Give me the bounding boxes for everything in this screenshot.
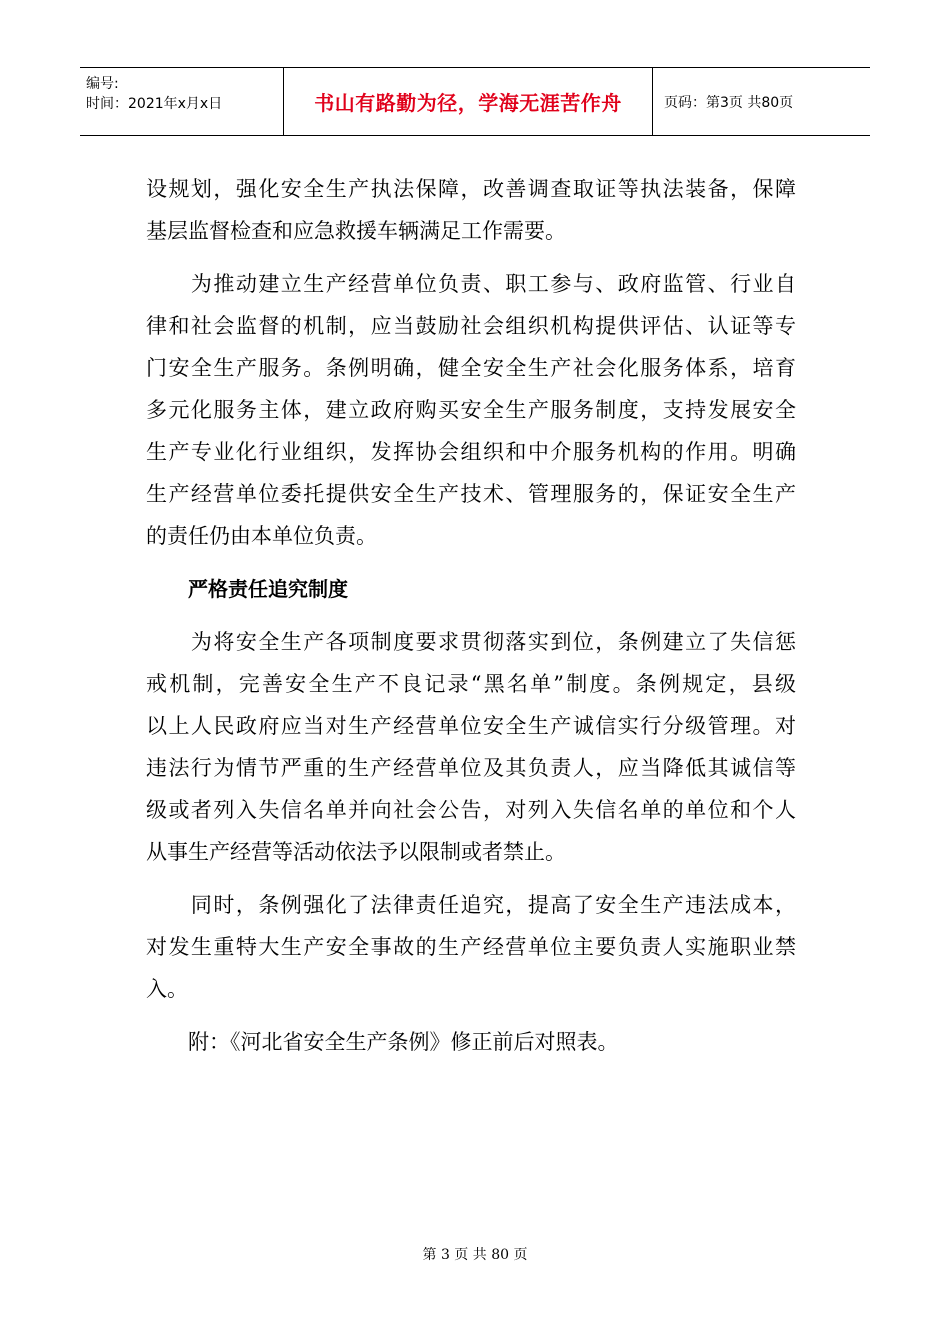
paragraph-line: 多元化服务主体，建立政府购买安全生产服务制度，支持发展安全 (146, 398, 796, 422)
paragraph-line: 的责任仍由本单位负责。 (146, 524, 377, 548)
date-label: 时间：2021年x月x日 (86, 96, 223, 112)
paragraph (146, 884, 796, 1010)
paragraph-line: 门安全生产服务。条例明确，健全安全生产社会化服务体系，培育 (146, 356, 796, 380)
paragraph-line: 附：《河北省安全生产条例》修正前后对照表。 (146, 1030, 619, 1054)
paragraph-line: 律和社会监督的机制，应当鼓励社会组织机构提供评估、认证等专 (146, 314, 796, 338)
document-body (146, 168, 796, 1063)
paragraph-line: 以上人民政府应当对生产经营单位安全生产诚信实行分级管理。对 (146, 714, 796, 738)
paragraph-line: 对发生重特大生产安全事故的生产经营单位主要负责人实施职业禁 (146, 935, 796, 959)
serial-number-label: 编号: (86, 76, 119, 92)
paragraph-line: 戒机制，完善安全生产不良记录“黑名单”制度。条例规定，县级 (146, 672, 796, 696)
paragraph-line: 级或者列入失信名单并向社会公告，对列入失信名单的单位和个人 (146, 798, 796, 822)
paragraph-gap (146, 252, 796, 263)
page-header (80, 67, 870, 136)
paragraph-line: 违法行为情节严重的生产经营单位及其负责人，应当降低其诚信等 (146, 756, 796, 780)
page-footer: 第 3 页 共 80 页 (422, 1247, 528, 1263)
paragraph (146, 168, 796, 252)
paragraph (146, 1021, 796, 1063)
motto-text: 书山有路勤为径，学海无涯苦作舟 (314, 91, 622, 115)
section-heading: 严格责任追究制度 (188, 577, 348, 601)
paragraph-line: 设规划，强化安全生产执法保障，改善调查取证等执法装备，保障 (146, 177, 796, 201)
paragraph-line: 生产经营单位委托提供安全生产技术、管理服务的，保证安全生产 (146, 482, 796, 506)
paragraph (146, 263, 796, 557)
header-meta-cell (80, 68, 283, 135)
paragraph-line: 同时，条例强化了法律责任追究，提高了安全生产违法成本， (146, 893, 796, 917)
paragraph (146, 621, 796, 873)
paragraph-line: 为将安全生产各项制度要求贯彻落实到位，条例建立了失信惩 (146, 630, 796, 654)
paragraph-line: 从事生产经营等活动依法予以限制或者禁止。 (146, 840, 566, 864)
paragraph-line: 生产专业化行业组织，发挥协会组织和中介服务机构的作用。明确 (146, 440, 796, 464)
header-page-cell (653, 68, 870, 135)
paragraph-gap (146, 873, 796, 884)
paragraph-line: 为推动建立生产经营单位负责、职工参与、政府监管、行业自 (146, 272, 796, 296)
paragraph-gap (146, 610, 796, 621)
paragraph-gap (146, 557, 796, 568)
paragraph-line: 基层监督检查和应急救援车辆满足工作需要。 (146, 219, 566, 243)
header-motto-cell (283, 68, 653, 135)
paragraph-gap (146, 1010, 796, 1021)
header-page-number: 页码：第3页 共80页 (664, 94, 794, 111)
paragraph-line: 入。 (146, 977, 188, 1001)
